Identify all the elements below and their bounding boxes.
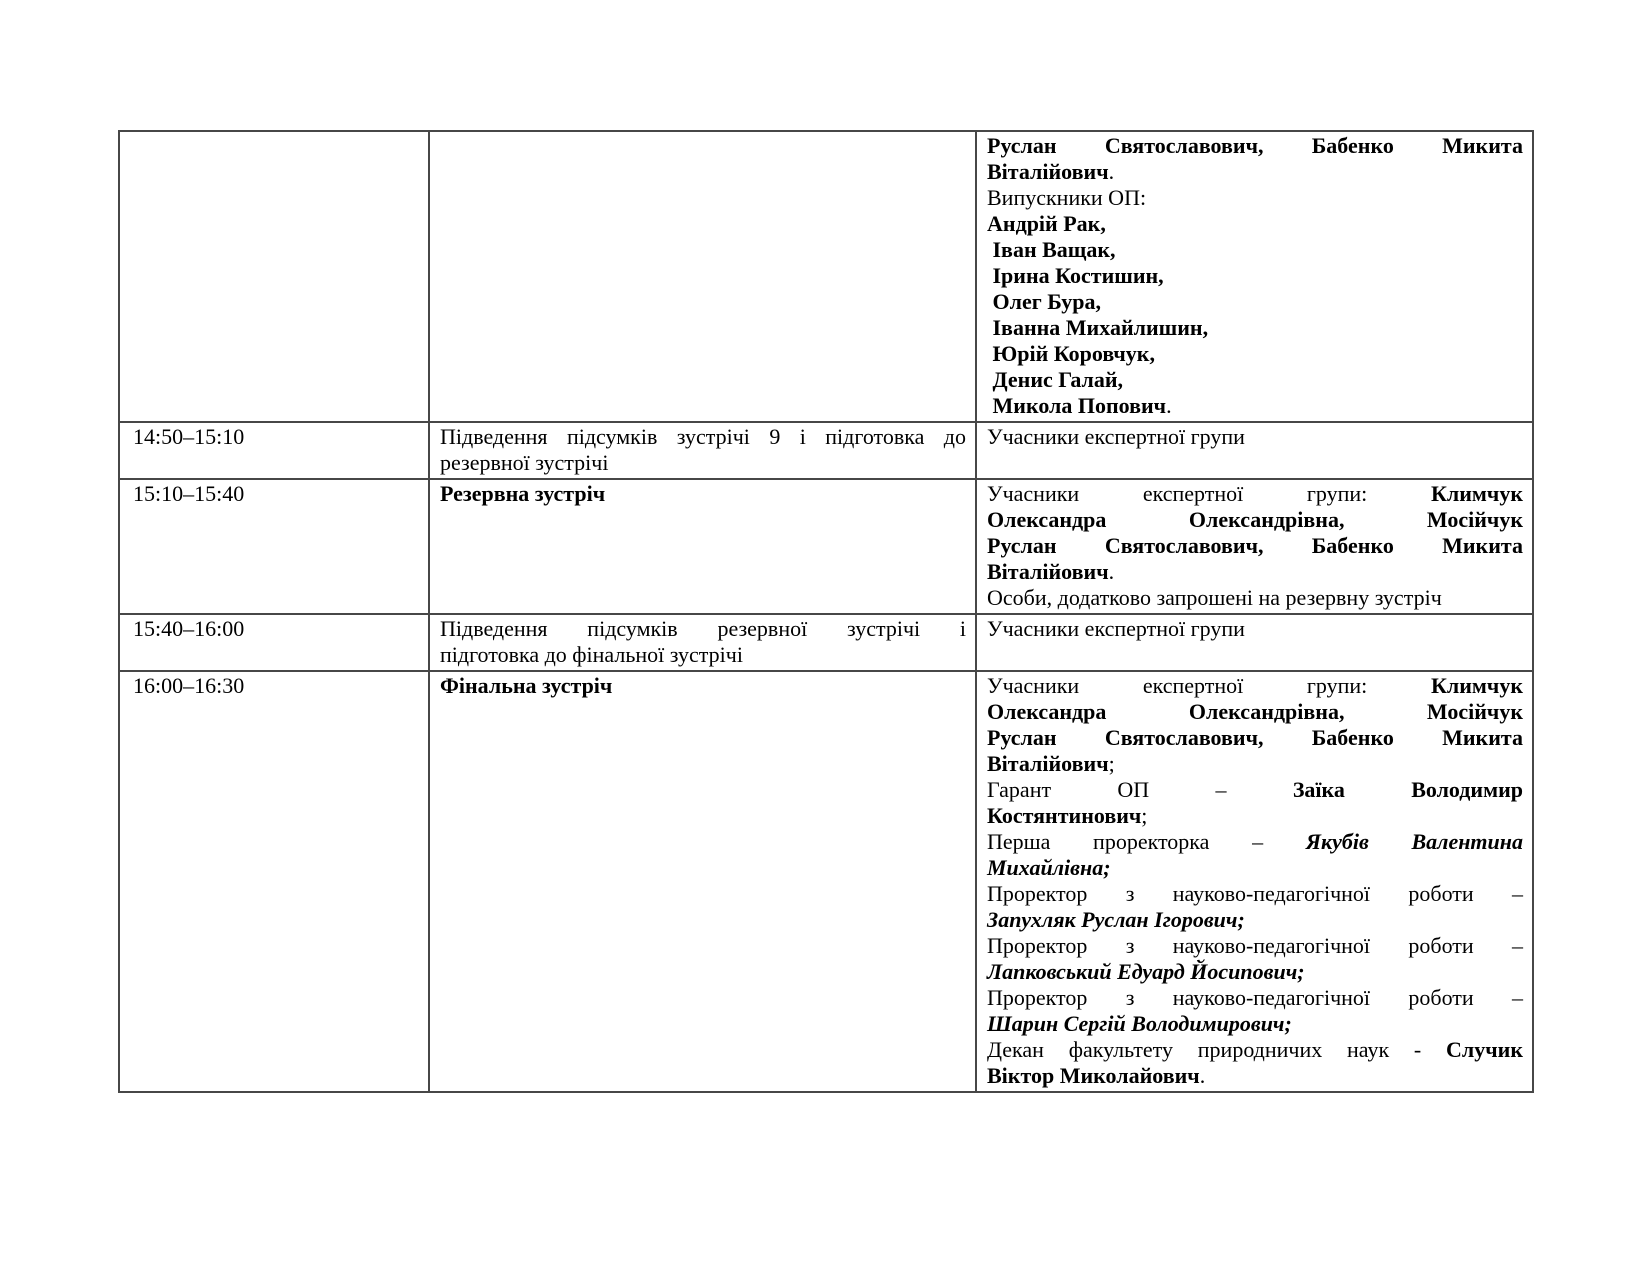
text-line [987, 725, 1523, 751]
text-run: Костянтинович [987, 803, 1142, 828]
text-run: Учасники експертної групи: [987, 673, 1431, 698]
participants-cell [976, 614, 1533, 671]
text-line [987, 959, 1523, 985]
text-run: Учасники експертної групи [987, 424, 1245, 449]
text-run: Олександра Олександрівна, Мосійчук [987, 507, 1523, 532]
text-run: резервної зустрічі [440, 450, 609, 475]
text-run: Олександра Олександрівна, Мосійчук [987, 699, 1523, 724]
text-line [987, 777, 1523, 803]
text-run: Михайлівна; [987, 855, 1111, 880]
table-row [119, 479, 1533, 614]
text-run: Іван Ващак, [987, 237, 1116, 262]
text-line [440, 673, 966, 699]
text-run: Підведення підсумків зустрічі 9 і підготовка до [440, 424, 966, 449]
text-run: Особи, додатково запрошені на резервну зустріч [987, 585, 1442, 610]
text-line [987, 507, 1523, 533]
time-cell: 15:40–16:00 [119, 614, 429, 671]
text-run: . [1108, 159, 1115, 184]
text-run: Денис Галай, [987, 367, 1124, 392]
text-line [987, 315, 1523, 341]
text-run: Микола Попович [987, 393, 1167, 418]
text-line [987, 424, 1523, 450]
text-run: Юрій Коровчук, [987, 341, 1155, 366]
text-line [987, 559, 1523, 585]
text-run: Якубів Валентина [1305, 829, 1523, 854]
text-line [987, 289, 1523, 315]
table-row [119, 131, 1533, 422]
text-run: Випускники ОП: [987, 185, 1147, 210]
table-row [119, 671, 1533, 1092]
text-run: Проректор з науково-педагогічної роботи – [987, 985, 1523, 1010]
schedule-table [118, 130, 1534, 1093]
activity-cell [429, 422, 976, 479]
text-line [987, 803, 1523, 829]
text-line [987, 481, 1523, 507]
time-cell: 15:10–15:40 [119, 479, 429, 614]
text-line [987, 907, 1523, 933]
text-line [987, 751, 1523, 777]
activity-cell [429, 131, 976, 422]
text-run: Декан факультету природничих наук - [987, 1037, 1446, 1062]
text-run: Ірина Костишин, [987, 263, 1164, 288]
text-line [987, 855, 1523, 881]
text-line [987, 237, 1523, 263]
text-run: Проректор з науково-педагогічної роботи – [987, 881, 1523, 906]
text-run: Климчук [1430, 481, 1523, 506]
text-line [987, 159, 1523, 185]
text-run: Підведення підсумків резервної зустрічі і [440, 616, 966, 641]
text-run: Перша проректорка – [987, 829, 1306, 854]
time-cell: 14:50–15:10 [119, 422, 429, 479]
text-run: Віталійович [987, 751, 1109, 776]
text-line [987, 1037, 1523, 1063]
time-cell: 16:00–16:30 [119, 671, 429, 1092]
text-line [987, 829, 1523, 855]
text-line [440, 424, 966, 450]
text-line [987, 616, 1523, 642]
text-run: Заїка Володимир [1292, 777, 1523, 802]
text-run: ; [1141, 803, 1148, 828]
text-run: . [1166, 393, 1172, 418]
text-run: Климчук [1430, 673, 1523, 698]
text-line [987, 985, 1523, 1011]
text-line [987, 1011, 1523, 1037]
text-line [987, 367, 1523, 393]
text-run: Віталійович [987, 559, 1109, 584]
text-run: Запухляк Руслан Ігорович; [987, 907, 1245, 932]
text-run: Резервна зустріч [440, 481, 606, 506]
participants-cell [976, 422, 1533, 479]
text-line [987, 699, 1523, 725]
text-line [987, 211, 1523, 237]
text-line [440, 481, 966, 507]
text-run: Учасники експертної групи [987, 616, 1245, 641]
table-row [119, 614, 1533, 671]
table-row [119, 422, 1533, 479]
participants-cell [976, 671, 1533, 1092]
text-run: Учасники експертної групи: [987, 481, 1431, 506]
text-run: . [1199, 1063, 1206, 1088]
text-run: Віталійович [987, 159, 1109, 184]
text-line [987, 263, 1523, 289]
text-run: Віктор Миколайович [987, 1063, 1200, 1088]
text-line [987, 185, 1523, 211]
text-run: . [1108, 559, 1115, 584]
text-line [987, 533, 1523, 559]
text-run: Руслан Святославович, Бабенко Микита [987, 133, 1523, 158]
text-line [440, 616, 966, 642]
text-line [987, 341, 1523, 367]
time-cell [119, 131, 429, 422]
activity-cell [429, 479, 976, 614]
text-run: Проректор з науково-педагогічної роботи – [987, 933, 1523, 958]
text-line [987, 133, 1523, 159]
text-line [987, 933, 1523, 959]
text-line [987, 393, 1523, 419]
text-run: Лапковський Едуард Йосипович; [987, 959, 1305, 984]
activity-cell [429, 671, 976, 1092]
text-line [987, 1063, 1523, 1089]
text-run: Руслан Святославович, Бабенко Микита [987, 725, 1523, 750]
text-line [987, 673, 1523, 699]
text-run: Андрій Рак, [987, 211, 1106, 236]
text-line [440, 450, 966, 476]
text-line [987, 585, 1523, 611]
text-line [987, 881, 1523, 907]
text-line [440, 642, 966, 668]
activity-cell [429, 614, 976, 671]
text-run: Іванна Михайлишин, [987, 315, 1209, 340]
text-run: ; [1108, 751, 1115, 776]
text-run: Гарант ОП – [987, 777, 1293, 802]
participants-cell [976, 479, 1533, 614]
text-run: Случик [1446, 1037, 1523, 1062]
text-run: підготовка до фінальної зустрічі [440, 642, 743, 667]
text-run: Руслан Святославович, Бабенко Микита [987, 533, 1523, 558]
participants-cell [976, 131, 1533, 422]
text-run: Олег Бура, [987, 289, 1101, 314]
text-run: Фінальна зустріч [440, 673, 613, 698]
text-run: Шарин Сергій Володимирович; [987, 1011, 1292, 1036]
